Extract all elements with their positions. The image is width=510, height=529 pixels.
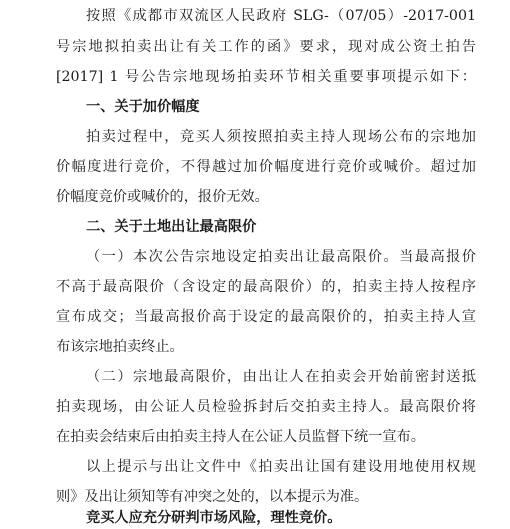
section2-item2-line-3: 在拍卖会结束后由拍卖主持人在公证人员监督下统一宣布。 [56,429,425,445]
section-heading-price-increment: 一、关于加价幅度 [86,99,200,115]
section-heading-max-price: 二、关于土地出让最高限价 [86,219,257,235]
intro-line-2: 号宗地拟拍卖出让有关工作的函》要求，现对成公资土拍告 [56,39,476,55]
note-line-1: 以上提示与出让文件中《拍卖出让国有建设用地使用权规 [86,459,476,475]
section2-item2-line-2: 拍卖现场，由公证人员检验拆封后交拍卖主持人。最高限价将 [56,399,476,415]
section1-line-3: 价幅度竞价或喊价的，报价无效。 [56,189,269,205]
intro-line-3: [2017] 1 号公告宗地现场拍卖环节相关重要事项提示如下： [56,69,476,85]
section2-item1-line-3: 宣布成交；当最高报价高于设定的最高限价的，拍卖主持人宣 [56,309,476,325]
section1-line-2: 价幅度进行竞价，不得越过加价幅度进行竞价或喊价。超过加 [56,159,476,175]
intro-line-1: 按照《成都市双流区人民政府 SLG-（07/05）-2017-001 [86,8,476,24]
section2-item1-line-2: 不高于最高限价（含设定的最高限价）的，拍卖主持人按程序 [56,279,476,295]
section2-item2-line-1: （二）宗地最高限价，由出让人在拍卖会开始前密封送抵 [86,369,476,385]
section2-item1-line-1: （一）本次公告宗地设定拍卖出让最高限价。当最高报价 [86,249,476,265]
section2-item1-line-4: 布该宗地拍卖终止。 [56,339,184,355]
section1-line-1: 拍卖过程中，竞买人须按照拍卖主持人现场公布的宗地加 [86,129,476,145]
note-line-2: 则》及出让须知等有冲突之处的，以本提示为准。 [56,489,369,505]
closing-statement: 竞买人应充分研判市场风险，理性竞价。 [86,510,342,526]
